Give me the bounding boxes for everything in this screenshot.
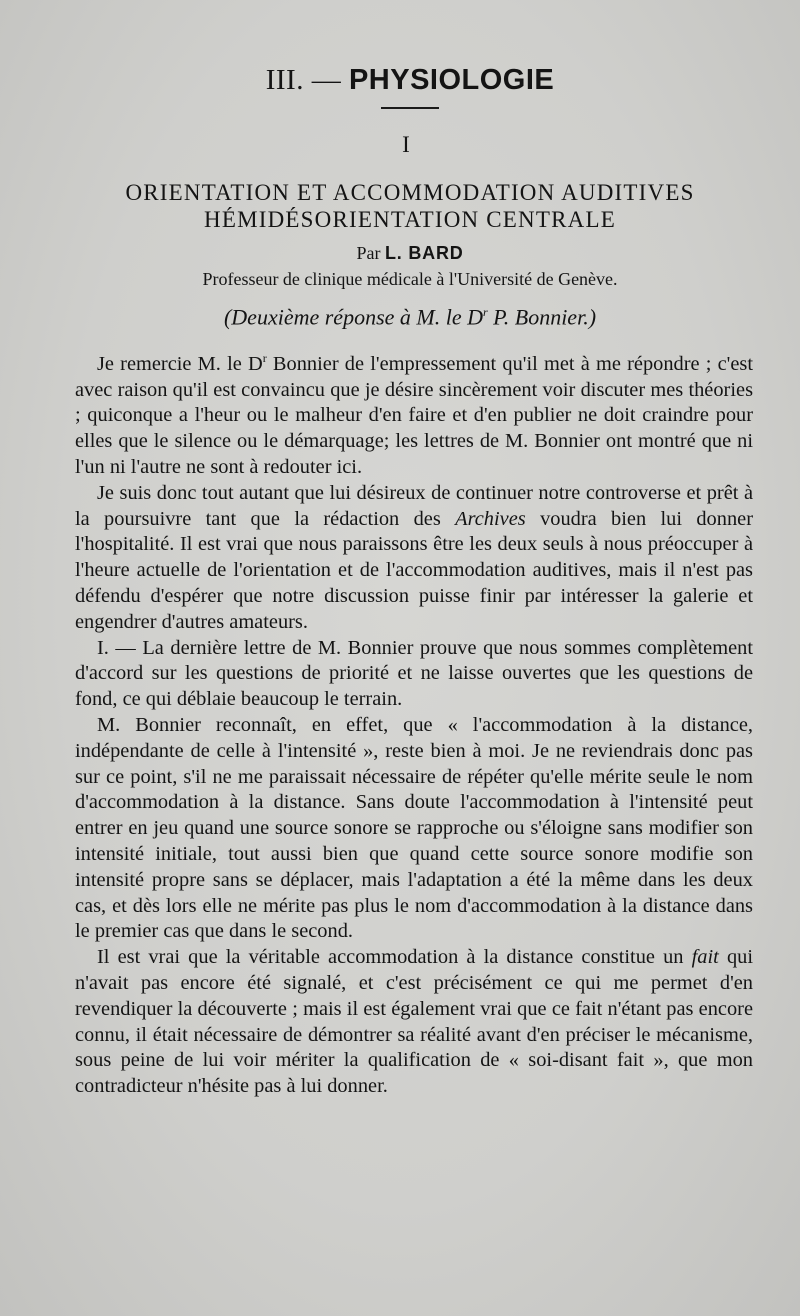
- paragraph-1-part-b: Bonnier de l'empressement qu'il met à me répondre ; c'est avec raison qu'il est convaincu que je désire sincèrement voir discuter mes théories ; quiconque a l'heur ou le malheur d'en faire et d'en publier ne doit craindre pour elles que le silence ou le démarquage; les lettres de M. Bonnier ont montré que ni l'un ni l'autre ne sont à redouter ici.: [75, 352, 753, 478]
- paragraph-2-part-a: Je suis donc tout autant que lui désireux de continuer notre controverse et prêt à la poursuivre tant que la rédaction des: [75, 481, 753, 530]
- byline: [0, 240, 800, 266]
- article-subtitle: [0, 296, 800, 333]
- paragraph-5: [75, 945, 753, 1100]
- author-name: L. BARD: [384, 243, 464, 263]
- paragraph-5-part-a: Il est vrai que la véritable accommodation à la distance constitue un: [97, 946, 692, 969]
- paragraph-1-superscript: r: [262, 351, 267, 365]
- paragraph-3: I. — La dernière lettre de M. Bonnier prouve que nous sommes complètement d'accord sur les questions de priorité et ne laisse ouvertes que les questions de fond, ce qui déblaie beaucoup le terrain.: [75, 636, 753, 711]
- paragraph-5-italic: fait: [691, 946, 719, 969]
- byline-prefix: Par: [356, 243, 385, 263]
- section-number: III. —: [265, 64, 349, 96]
- body-text: [75, 346, 753, 1100]
- subtitle-part-a: (Deuxième réponse à M. le D: [223, 304, 483, 330]
- subtitle-part-b: P. Bonnier.): [487, 304, 597, 330]
- paragraph-5-part-b: qui n'avait pas encore été signalé, et c'est précisément ce qui me permet d'en revendiquer la découverte ; mais il est également vrai que ce fait n'étant pas encore connu, il était nécessaire de démontrer sa réalité avant d'en préciser le mécanisme, sous peine de lui voir mériter la qualification de « soi-disant fait », que mon contradicteur n'hésite pas à lui donner.: [75, 946, 753, 1098]
- paragraph-2: [75, 481, 753, 636]
- author-affiliation: Professeur de clinique médicale à l'Université de Genève.: [202, 269, 618, 289]
- section-heading: [0, 60, 800, 100]
- paragraph-1: [75, 346, 753, 481]
- heading-rule: [381, 107, 439, 109]
- section-title: PHYSIOLOGIE: [348, 64, 555, 96]
- part-number: I: [402, 132, 410, 157]
- article-title-line-2: HÉMIDÉSORIENTATION CENTRALE: [204, 207, 616, 232]
- subtitle-superscript: r: [482, 305, 488, 319]
- article-title-line-1: ORIENTATION ET ACCOMMODATION AUDITIVES: [125, 180, 695, 205]
- paragraph-2-part-b: voudra bien lui donner l'hospitalité. Il est vrai que nous paraissons être les deux seuls à nous préoccuper à l'heure actuelle de l'orientation et de l'accommodation auditives, mais il n'est pas défendu d'espérer que notre discussion puisse finir par intéresser la galerie et engendrer d'autres amateurs.: [75, 507, 753, 633]
- paragraph-1-part-a: Je remercie M. le D: [97, 352, 263, 375]
- paragraph-2-italic: Archives: [455, 507, 526, 530]
- paragraph-4: M. Bonnier reconnaît, en effet, que « l'accommodation à la distance, indépendante de celle à l'intensité », reste bien à moi. Je ne reviendrais donc pas sur ce point, s'il ne me paraissait nécessaire de répéter qu'elle mérite seule le nom d'accommodation à la distance. Sans doute l'accommodation à l'intensité peut entrer en jeu quand une source sonore se rapproche ou s'éloigne sans modifier son intensité initiale, tout aussi bien que quand cette source sonore modifie son intensité propre sans se déplacer, mais l'adaptation a été la même dans les deux cas, et dès lors elle ne mérite pas plus le nom d'accommodation à la distance dans le premier cas que dans le second.: [75, 713, 753, 943]
